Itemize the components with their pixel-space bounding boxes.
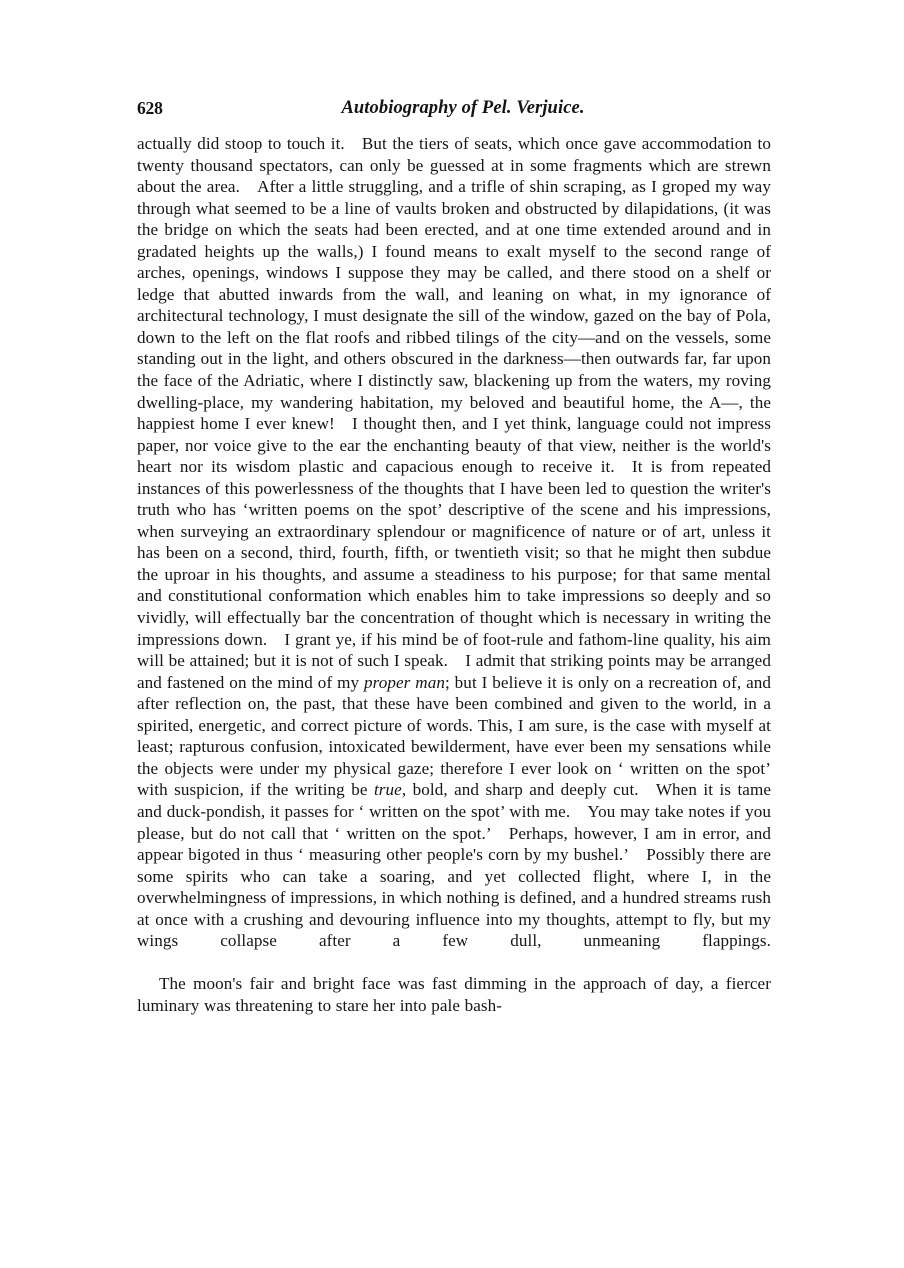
paragraph: [137, 133, 771, 973]
emphasis-text: proper man: [363, 672, 445, 692]
paragraph: [137, 973, 771, 1016]
body-text: , bold, and sharp and deeply cut. When it is tame and duck-pondish, it passes for ‘ written on the spot’ with me. You may take notes if you please, but do not call that ‘ written on the spot.’ Perhaps, however, I am in error, and appear bigoted in thus ‘ measuring other people's corn by my bushel.’ Possibly there are some spirits who can take a soaring, and yet collected flight, where I, in the overwhelmingness of impressions, in which nothing is defined, and a hundred streams rush at once with a crushing and devouring influence into my thoughts, attempt to fly, but my wings collapse after a few dull, unmeaning flappings.: [137, 780, 771, 951]
running-title: Autobiography of Pel. Verjuice.: [341, 98, 585, 118]
body-text: actually did stoop to touch it. But the tiers of seats, which once gave accommodation to twenty thousand spectators, can only be guessed at in some fragments which are strewn about the area. After a little struggling, and a trifle of shin scraping, as I groped my way through what seemed to be a line of vaults broken and obstructed by dilapidations, (it was the bridge on which the seats had been erected, and at one time extended around and in gradated heights up the walls,) I found means to exalt myself to the second range of arches, openings, windows I suppose they may be called, and there stood on a shelf or ledge that abutted inwards from the wall, and leaning on what, in my ignorance of architectural technology, I must designate the sill of the window, gazed on the bay of Pola, down to the left on the flat roofs and ribbed tilings of the city—and on the vessels, some standing out in the light, and others obscured in the darkness—then outwards far, far upon the face of the Adriatic, where I distinctly saw, blackening up from the waters, my roving dwelling-place, my wandering habitation, my beloved and beautiful home, the A—, the happiest home I ever knew! I thought then, and I yet think, language could not impress paper, nor voice give to the ear the enchanting beauty of that view, neither is the world's heart nor its wisdom plastic and capacious enough to receive it. It is from repeated instances of this powerlessness of the thoughts that I have been led to question the writer's truth who has ‘written poems on the spot’ descriptive of the scene and his impressions, when surveying an extraordinary splendour or magnificence of nature or of art, unless it has been on a second, third, fourth, fifth, or twentieth visit; so that he might then subdue the uproar in his thoughts, and assume a steadiness to his purpose; for that same mental and constitutional conformation which enables him to take impressions so deeply and so vividly, will effectually bar the concentration of thought which is necessary in writing the impressions down. I grant ye, if his mind be of foot-rule and fathom-line quality, his aim will be attained; but it is not of such I speak. I admit that striking points may be arranged and fastened on the mind of my: [137, 134, 771, 692]
running-head: [137, 96, 771, 122]
body-text: The moon's fair and bright face was fast dimming in the approach of day, a fiercer luminary was threatening to stare her into pale bash-: [137, 974, 771, 1015]
page-number: 628: [137, 98, 163, 118]
text-block: [137, 133, 771, 1016]
body-text: ; but I believe it is only on a recreation of, and after reflection on, the past, that these have been combined and given to the world, in a spirited, energetic, and correct picture of words. This, I am sure, is the case with myself at least; rapturous confusion, intoxicated bewilderment, have ever been my sensations while the objects were under my physical gaze; therefore I ever look on ‘ written on the spot’ with suspicion, if the writing be: [137, 672, 772, 800]
emphasis-text: true: [373, 780, 402, 800]
